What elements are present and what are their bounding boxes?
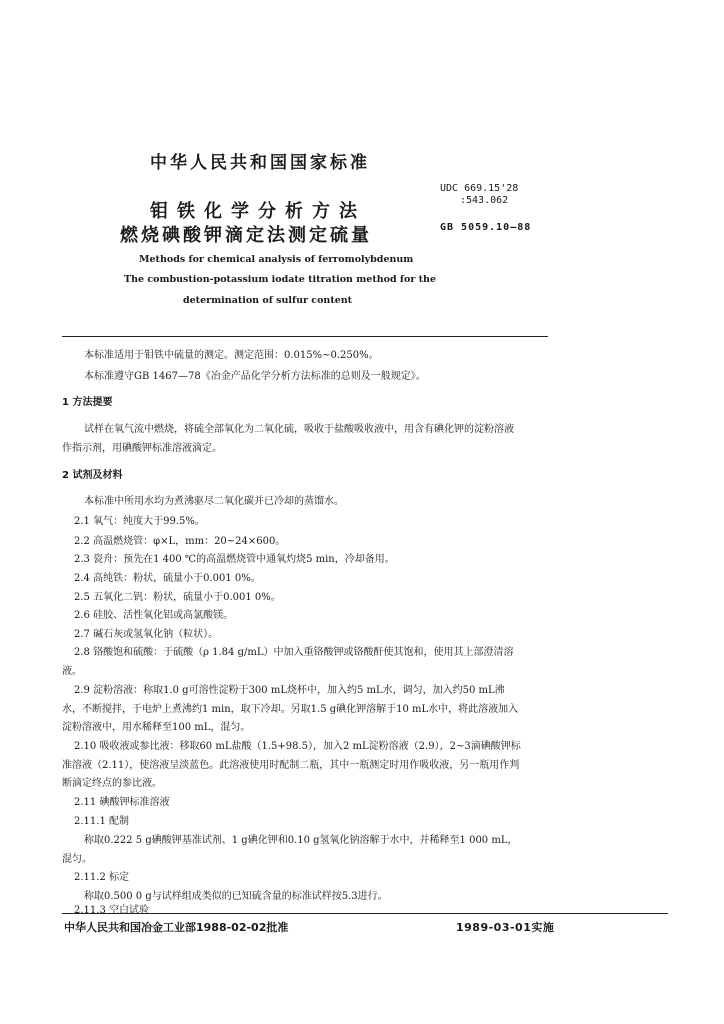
clause-line: 2.5 五氧化二钒：粉状，硫量小于0.001 0%。 bbox=[74, 592, 281, 603]
body-line: 本标准适用于钼铁中硫量的测定。测定范围：0.015%~0.250%。 bbox=[84, 350, 379, 361]
section-heading: 1 方法提要 bbox=[62, 397, 113, 408]
body-line: 混匀。 bbox=[62, 854, 92, 865]
approval-date: 中华人民共和国冶金工业部1988-02-02批准 bbox=[64, 921, 289, 934]
body-line: 本标准遵守GB 1467—78《冶金产品化学分析方法标准的总则及一般规定》。 bbox=[84, 371, 426, 382]
udc-code: UDC 669.15'28 bbox=[440, 183, 519, 194]
standard-title: 中华人民共和国国家标准 bbox=[150, 153, 370, 173]
english-title-line: The combustion-potassium iodate titration method for the bbox=[124, 274, 437, 285]
clause-line: 2.3 瓷舟：预先在1 400 ℃的高温燃烧管中通氧灼烧5 min，冷却备用。 bbox=[74, 554, 395, 565]
udc-code-suffix: :543.062 bbox=[460, 195, 509, 206]
clause-line: 2.6 硅胶、活性氧化铝或高氯酸镁。 bbox=[74, 610, 234, 621]
footer-divider bbox=[62, 913, 668, 914]
clause-line: 2.10 吸收液或参比液：移取60 mL盐酸（1.5+98.5），加入2 mL淀粉溶液（2.9），2~3滴碘酸钾标 bbox=[74, 741, 521, 752]
implementation-date: 1989-03-01实施 bbox=[456, 921, 555, 934]
english-title-line: Methods for chemical analysis of ferromolybdenum bbox=[139, 254, 414, 265]
body-line: 试样在氧气流中燃烧，将硫全部氧化为二氧化硫，吸收于盐酸吸收液中，用含有碘化钾的淀粉溶液 bbox=[84, 424, 514, 435]
clause-line: 2.11.2 标定 bbox=[74, 872, 129, 883]
section-heading: 2 试剂及材料 bbox=[62, 470, 123, 481]
clause-line: 2.8 铬酸饱和硫酸：于硫酸（ρ 1.84 g/mL）中加入重铬酸钾或铬酸酐使其饱和，使用其上部澄清溶 bbox=[74, 647, 514, 658]
clause-line: 2.1 氧气：纯度大于99.5%。 bbox=[74, 516, 205, 527]
clause-line: 2.11 碘酸钾标准溶液 bbox=[74, 797, 170, 808]
body-line: 断滴定终点的参比液。 bbox=[62, 778, 162, 789]
document-subtitle: 燃烧碘酸钾滴定法测定硫量 bbox=[120, 225, 372, 246]
body-line: 称取0.222 5 g碘酸钾基准试剂、1 g碘化钾和0.10 g氢氧化钠溶解于水中，并稀释至1 000 mL， bbox=[84, 835, 518, 846]
clause-line: 2.7 碱石灰或氢氧化钠（粒状）。 bbox=[74, 629, 219, 640]
english-title-line: determination of sulfur content bbox=[183, 295, 353, 306]
body-line: 称取0.500 0 g与试样组成类似的已知硫含量的标准试样按5.3进行。 bbox=[84, 891, 388, 902]
clause-line: 2.4 高纯铁：粉状，硫量小于0.001 0%。 bbox=[74, 573, 261, 584]
top-divider bbox=[62, 336, 548, 337]
body-line: 淀粉溶液中，用水稀释至100 mL，混匀。 bbox=[62, 722, 251, 733]
clause-line: 2.11.1 配制 bbox=[74, 816, 129, 827]
clause-line: 2.2 高温燃烧管：φ×L，mm：20~24×600。 bbox=[74, 536, 286, 547]
body-line: 液。 bbox=[62, 666, 82, 677]
clause-line: 2.11.3 空白试验 bbox=[74, 905, 149, 916]
document-title: 钼铁化学分析方法 bbox=[150, 201, 366, 222]
body-line: 水，不断搅拌，于电炉上煮沸约1 min，取下冷却。另取1.5 g碘化钾溶解于10 mL水中，将此溶液加入 bbox=[62, 704, 519, 715]
body-line: 本标准中所用水均为煮沸驱尽二氧化碳并已冷却的蒸馏水。 bbox=[84, 496, 344, 507]
body-line: 作指示剂，用碘酸钾标准溶液滴定。 bbox=[62, 443, 222, 454]
body-line: 准溶液（2.11），使溶液呈淡蓝色。此溶液使用时配制二瓶，其中一瓶测定时用作吸收液，另一瓶用作判 bbox=[62, 760, 520, 771]
gb-number: GB 5059.10—88 bbox=[440, 222, 532, 233]
clause-line: 2.9 淀粉溶液：称取1.0 g可溶性淀粉于300 mL烧杯中，加入约5 mL水，调匀，加入约50 mL沸 bbox=[74, 685, 505, 696]
